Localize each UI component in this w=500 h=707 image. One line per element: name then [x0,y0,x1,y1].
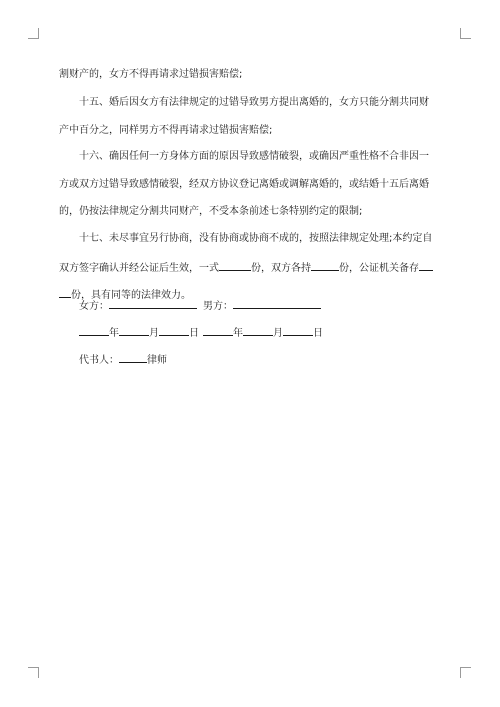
paragraph-14-tail: 割财产的，女方不得再请求过错损害赔偿; [59,69,243,80]
paragraph-16-line-1: 十六、确因任何一方身体方面的原因导致感情破裂，或确因严重性格不合非因一 [79,151,429,162]
male-date-day-field[interactable] [283,324,313,336]
female-label: 女方： [79,301,109,312]
female-signature-field[interactable] [109,297,197,309]
copies-notary-blank-a[interactable] [419,259,433,271]
lawyer-label: 律师 [147,355,167,366]
male-label: 男方： [203,301,233,312]
p17-text-d: 份，具有同等的法律效力。 [71,290,191,301]
crop-mark-bottom-right [460,667,471,678]
paragraph-15-line-1: 十五、婚后因女方有法律规定的过错导致男方提出离婚的，女方只能分割共同财 [79,97,429,108]
paragraph-17-line-1: 十七、未尽事宜另行协商，没有协商或协商不成的，按照法律规定处理;本约定自 [79,233,433,244]
copies-each-blank[interactable] [311,259,339,271]
crop-mark-top-right [460,28,471,39]
female-date-year-field[interactable] [79,324,109,336]
p17-text-b: 份，双方各持 [251,263,311,274]
paragraph-15-line-2: 产中百分之，同样男方不得再请求过错损害赔偿; [59,125,273,136]
p17-text-a: 双方签字确认并经公证后生效，一式 [59,263,219,274]
p17-text-c: 份，公证机关备存 [339,263,419,274]
paragraph-17-line-2 [59,259,433,273]
year-label-1: 年 [109,328,119,339]
male-date-month-field[interactable] [243,324,273,336]
female-date-day-field[interactable] [159,324,189,336]
crop-mark-top-left [28,28,39,39]
crop-mark-bottom-left [28,667,39,678]
female-date-month-field[interactable] [119,324,149,336]
year-label-2: 年 [233,328,243,339]
paragraph-16-line-3: 的，仍按法律规定分割共同财产，不受本条前述七条特别约定的限制; [59,206,363,217]
copies-total-blank[interactable] [219,259,251,271]
month-label-1: 月 [149,328,159,339]
signature-date-row [59,324,323,338]
agent-label: 代书人： [79,355,119,366]
day-label-2: 日 [313,328,323,339]
paragraph-16-line-2: 方或双方过错导致感情破裂，经双方协议登记离婚或调解离婚的，或结婚十五后离婚 [59,179,429,190]
male-signature-field[interactable] [233,297,321,309]
signature-parties-row [59,297,321,311]
male-date-year-field[interactable] [203,324,233,336]
agent-name-field[interactable] [119,351,147,363]
agent-row [59,351,167,365]
month-label-2: 月 [273,328,283,339]
day-label-1: 日 [189,328,199,339]
